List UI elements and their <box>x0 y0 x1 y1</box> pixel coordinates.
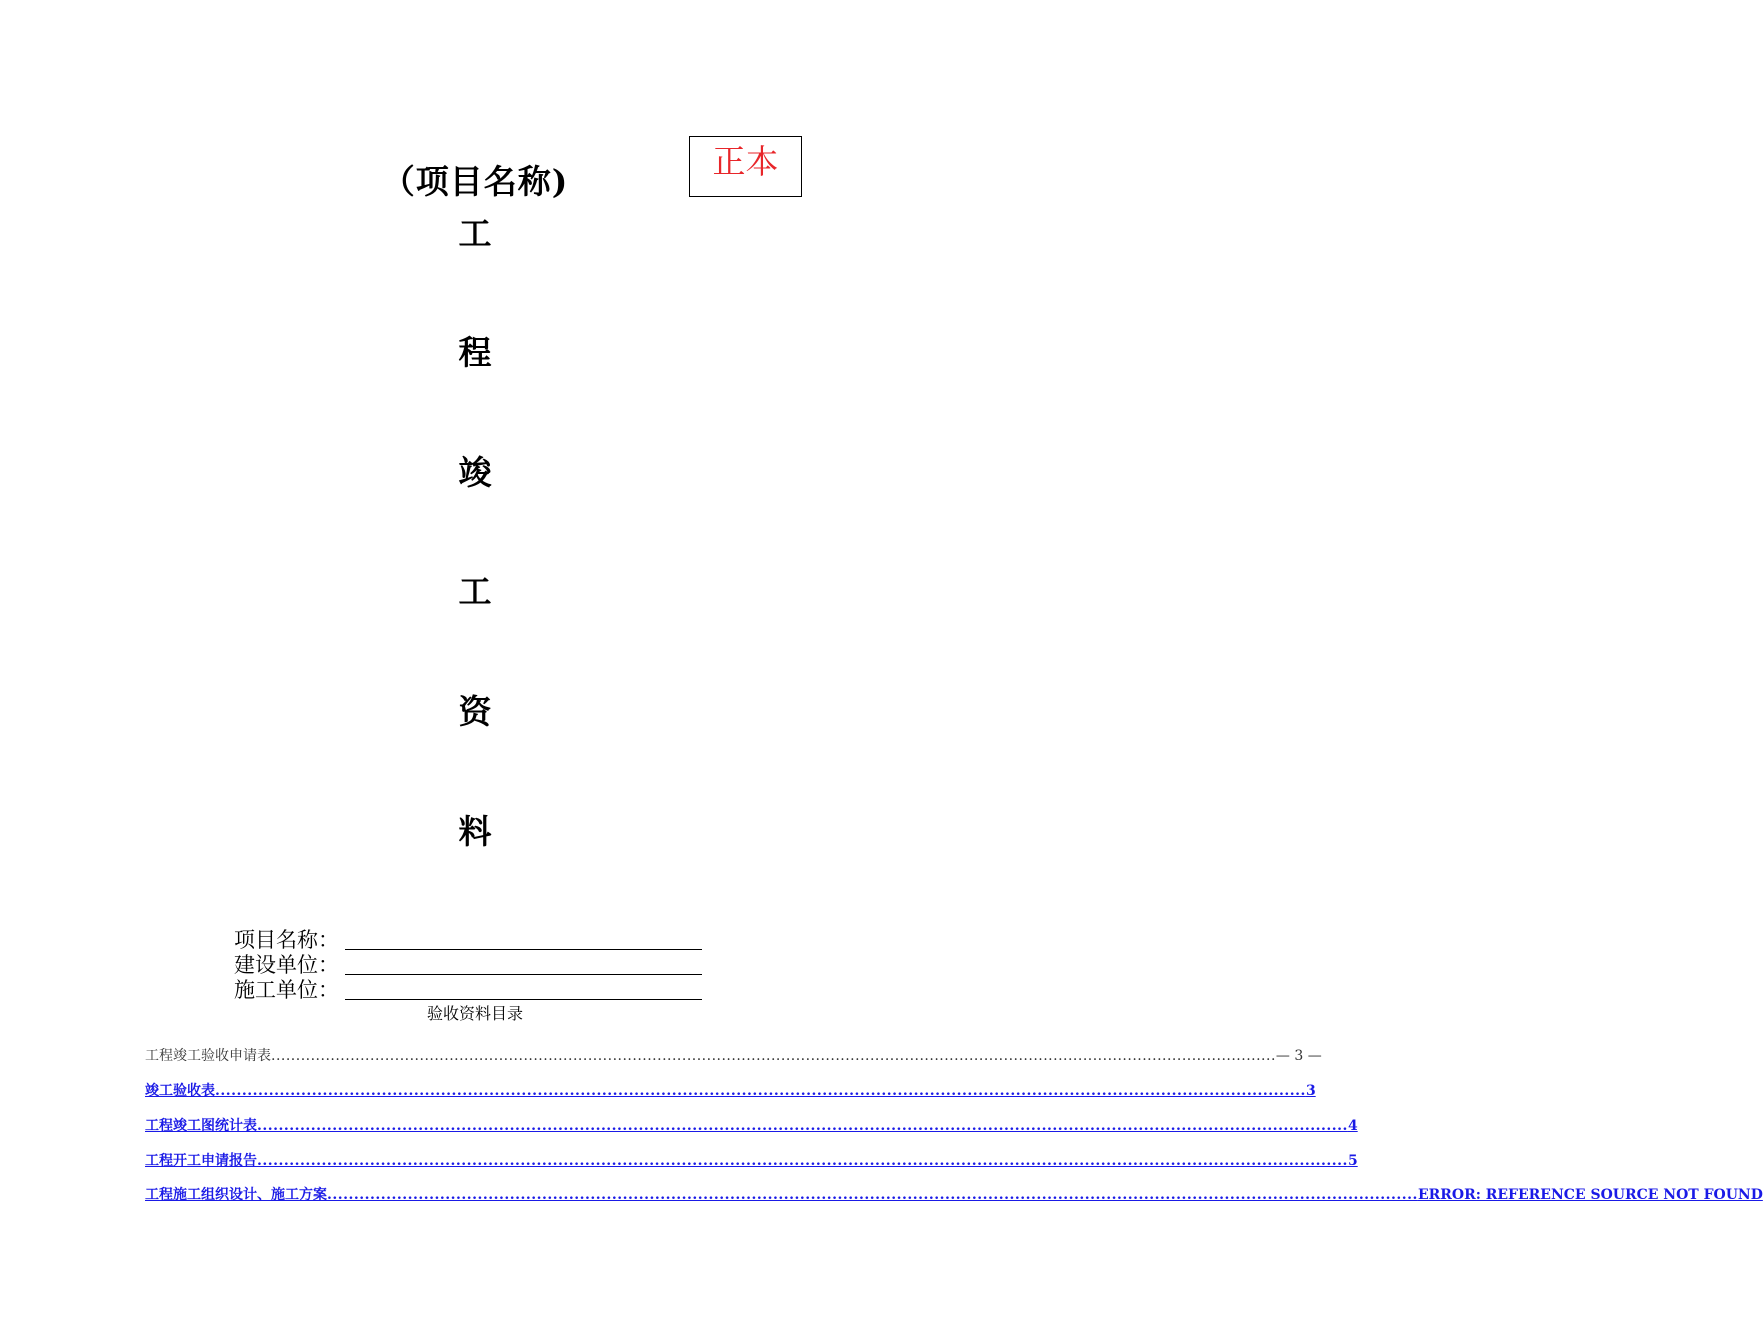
title-char: 料 <box>458 812 492 851</box>
toc-entry-page: — 3 — <box>1275 1048 1322 1064</box>
project-title: （项目名称) <box>381 162 569 201</box>
toc-entry-text: 工程竣工图统计表 <box>145 1118 257 1134</box>
toc-entry-text: 工程开工申请报告 <box>145 1153 257 1169</box>
toc-entry-page: ERROR: REFERENCE SOURCE NOT FOUND <box>1417 1187 1763 1203</box>
title-char: 工 <box>458 214 492 253</box>
toc-entry-page: 3 <box>1305 1083 1316 1099</box>
toc-entry-text: 竣工验收表 <box>145 1083 215 1099</box>
toc-entry-page: 4 <box>1347 1118 1358 1134</box>
dot-leader: ........................................................................................................................................................................................................... <box>215 1083 1306 1099</box>
builder-field <box>234 952 339 978</box>
title-char: 程 <box>458 333 492 372</box>
blank-line <box>345 949 702 950</box>
blank-line <box>345 974 702 975</box>
field-label: 施工单位： <box>234 978 339 1002</box>
title-char: 竣 <box>458 453 492 492</box>
toc-link[interactable] <box>145 1151 1358 1171</box>
toc-link[interactable] <box>145 1185 1763 1205</box>
blank-line <box>345 999 702 1000</box>
toc-entry <box>145 1046 1322 1066</box>
toc-link[interactable] <box>145 1116 1358 1136</box>
toc-entry-text: 工程竣工验收申请表 <box>145 1048 271 1064</box>
dot-leader: ........................................................................................................................................................................................................... <box>271 1048 1276 1064</box>
title-char: 工 <box>458 572 492 611</box>
contractor-field <box>234 977 339 1003</box>
dot-leader: ........................................................................................................................................................................................................... <box>327 1187 1418 1203</box>
dot-leader: ........................................................................................................................................................................................................... <box>257 1118 1348 1134</box>
field-label: 建设单位： <box>234 953 339 977</box>
project-name-field <box>234 927 339 953</box>
toc-entry-text: 工程施工组织设计、施工方案 <box>145 1187 327 1203</box>
dot-leader: ........................................................................................................................................................................................................... <box>257 1153 1348 1169</box>
field-label: 项目名称： <box>234 928 339 952</box>
original-copy-stamp: 正本 <box>689 136 802 197</box>
toc-entry-page: 5 <box>1347 1153 1358 1169</box>
toc-title: 验收资料目录 <box>426 1004 523 1023</box>
toc-link[interactable] <box>145 1081 1316 1101</box>
title-char: 资 <box>458 692 492 731</box>
